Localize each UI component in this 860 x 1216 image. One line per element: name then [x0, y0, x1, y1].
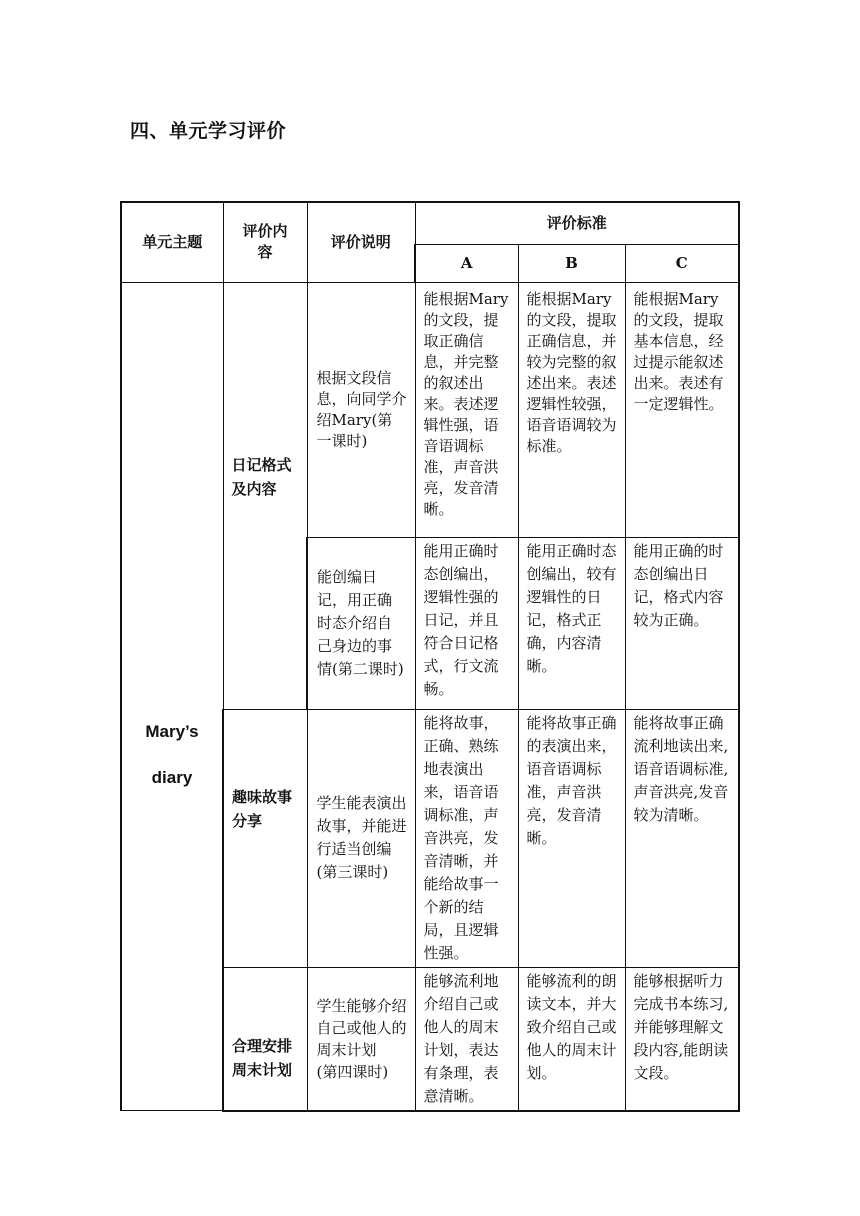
description-cell: 学生能表演出故事，并能进行适当创编(第三课时): [307, 709, 415, 967]
grade-b-cell: 能用正确时态创编出，较有逻辑性的日记，格式正确，内容清晰。: [518, 537, 625, 709]
grade-a-cell: 能根据Mary的文段，提取正确信息，并完整的叙述出来。表述逻辑性强，语音语调标准，声音洪亮，发音清晰。: [415, 282, 518, 537]
evaluation-table: [120, 201, 740, 1112]
grade-c-cell: 能够根据听力完成书本练习,并能够理解文段内容,能朗读文段。: [625, 967, 739, 1111]
grade-c-cell: 能用正确的时态创编出日记，格式内容较为正确。: [625, 537, 739, 709]
description-cell: [307, 967, 415, 1111]
section-title: 四、单元学习评价: [130, 120, 287, 142]
content-cell: 日记格式及内容: [223, 282, 307, 709]
grade-c-cell: 能根据Mary的文段，提取基本信息，经过提示能叙述出来。表述有一定逻辑性。: [625, 282, 739, 537]
header-grade-a: A: [415, 244, 518, 282]
grade-a-cell: 能用正确时态创编出，逻辑性强的日记，并且符合日记格式，行文流畅。: [415, 537, 518, 709]
description-cell: 能创编日记，用正确时态介绍自己身边的事情(第二课时): [307, 537, 415, 709]
description-line: (第四课时): [316, 1062, 389, 1081]
grade-b-cell: 能根据Mary的文段，提取正确信息，并较为完整的叙述出来。表述逻辑性较强，语音语调较为标准。: [518, 282, 625, 537]
unit-theme-line2: diary: [151, 768, 193, 788]
grade-b-cell: 能够流利的朗读文本，并大致介绍自己或他人的周末计划。: [518, 967, 625, 1111]
table-row: [121, 282, 739, 537]
grade-c-cell: 能将故事正确流利地读出来,语音语调标准,声音洪亮,发音较为清晰。: [625, 709, 739, 967]
unit-theme-cell: [121, 282, 223, 1111]
header-theme: 单元主题: [121, 202, 223, 282]
header-content: 评价内容: [223, 202, 307, 282]
grade-a-cell: 能将故事，正确、熟练地表演出来，语音语调标准，声音洪亮，发音清晰，并能给故事一个新的结局，且逻辑性强。: [415, 709, 518, 967]
content-cell: 合理安排周末计划: [223, 967, 307, 1111]
header-grade-b: B: [518, 244, 625, 282]
description-line: 学生能够介绍自己或他人的周末计划: [316, 996, 407, 1059]
header-grade-c: C: [625, 244, 739, 282]
grade-b-cell: 能将故事正确的表演出来，语音语调标准，声音洪亮，发音清晰。: [518, 709, 625, 967]
grade-a-cell: 能够流利地介绍自己或他人的周末计划，表达有条理，表意清晰。: [415, 967, 518, 1111]
content-cell: 趣味故事分享: [223, 709, 307, 967]
header-description: 评价说明: [307, 202, 415, 282]
header-standard: 评价标准: [415, 202, 739, 244]
unit-theme-line1: Mary’s: [145, 722, 199, 742]
description-cell: 根据文段信息，向同学介绍Mary(第一课时): [307, 282, 415, 537]
